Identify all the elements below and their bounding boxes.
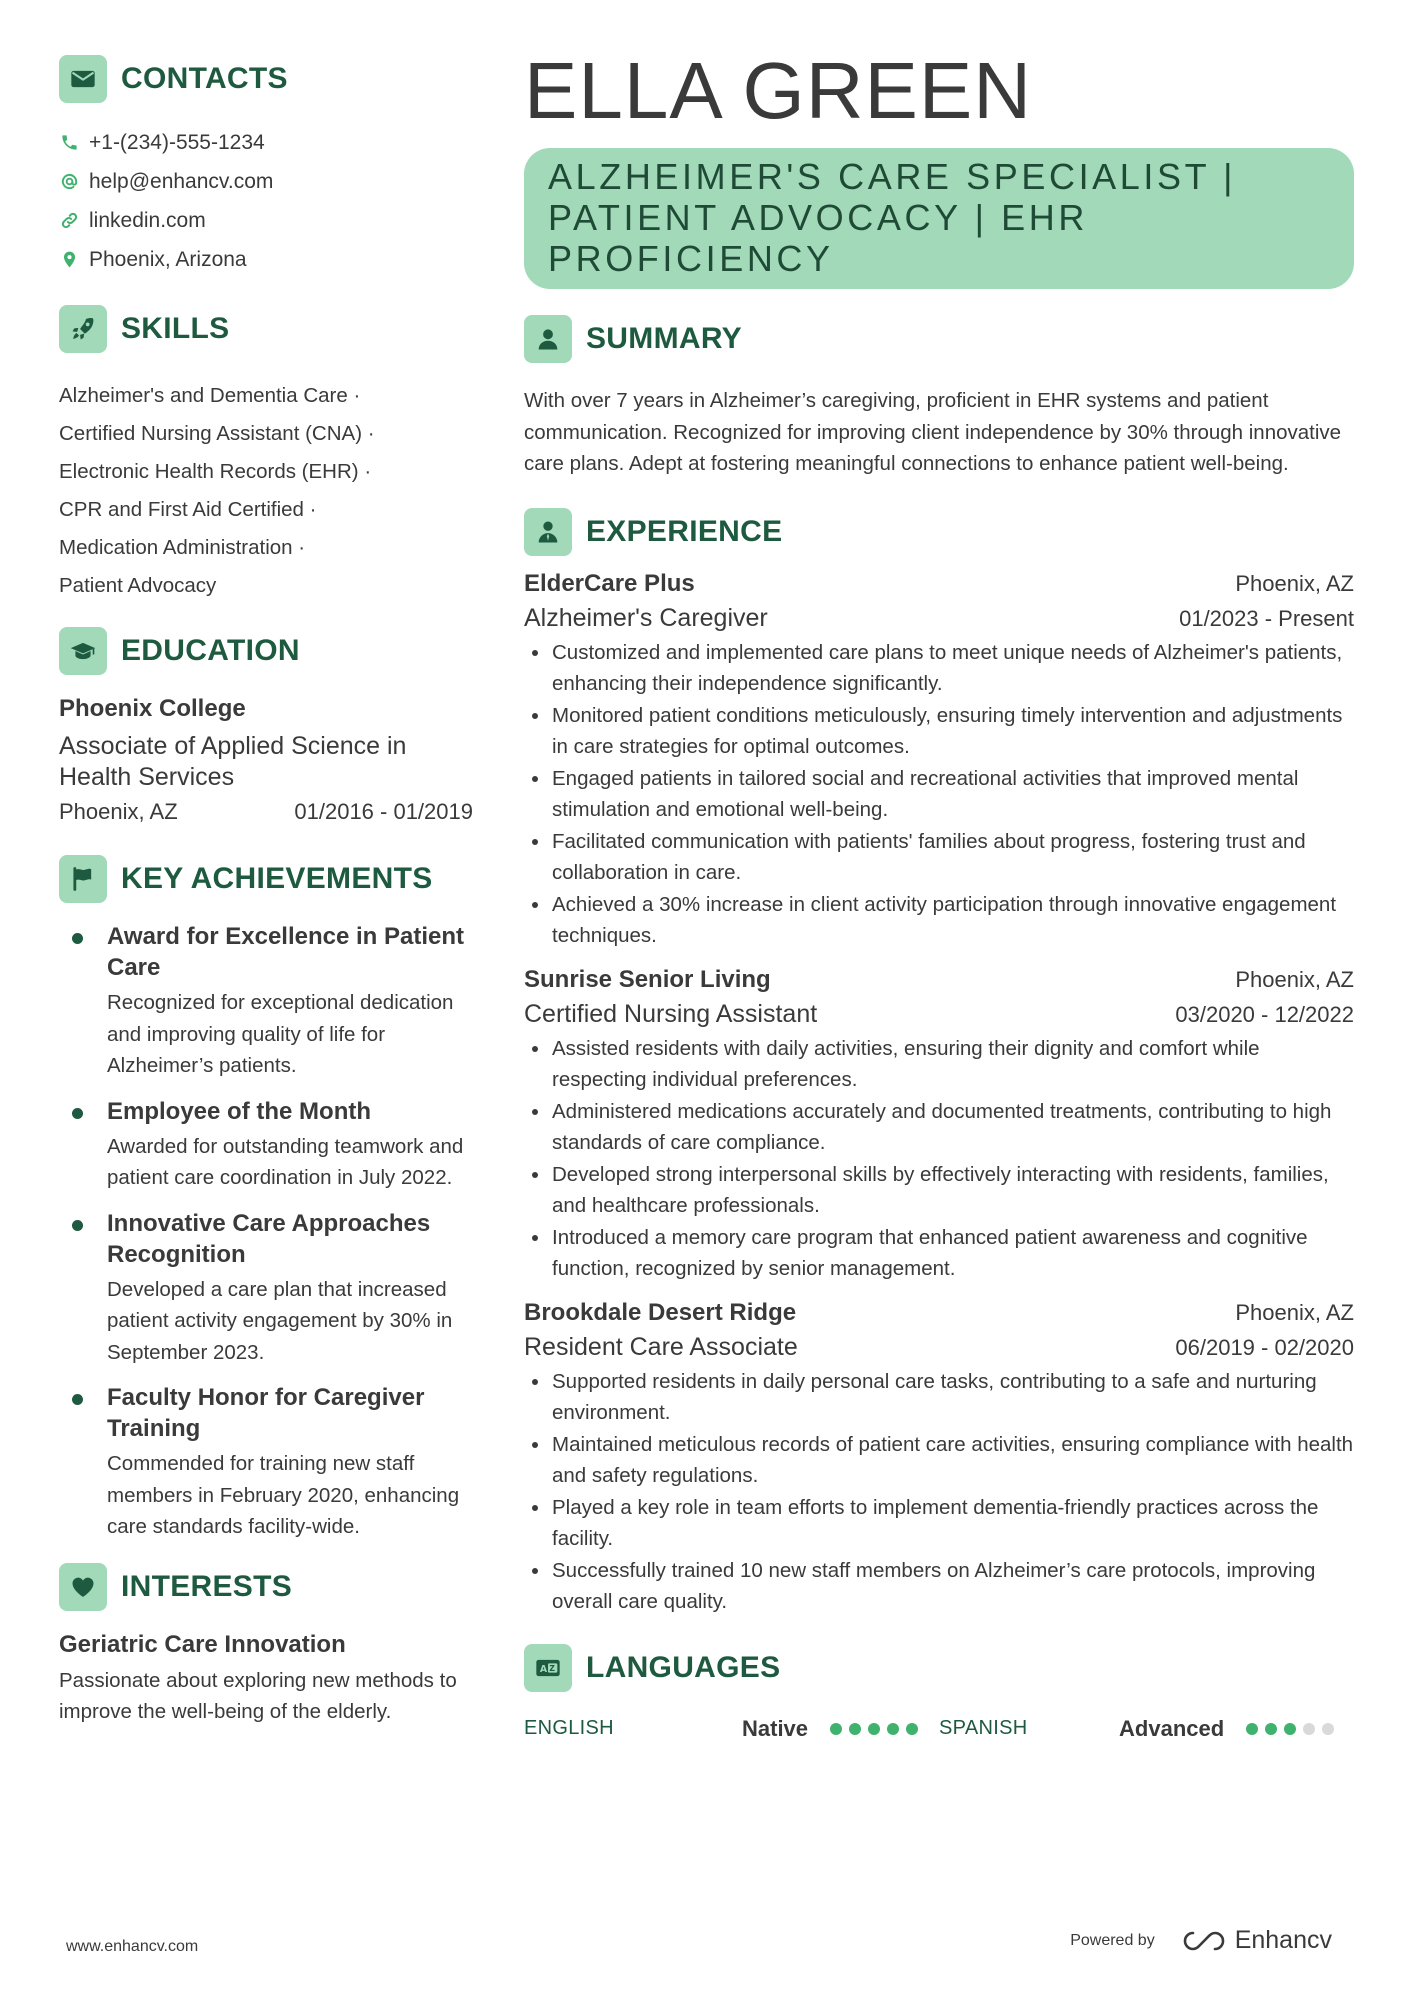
job-bullet: Administered medications accurately and documented treatments, contributing to high standards of care compliance. [524,1096,1354,1159]
achievement-title: Innovative Care Approaches Recognition [107,1209,431,1268]
job-bullet: Achieved a 30% increase in client activity participation through innovative engagement techniques. [524,889,1354,952]
linkedin-text: linkedin.com [89,208,206,232]
rocket-icon [59,305,107,353]
interest-desc: Passionate about exploring new methods to improve the well-being of the elderly. [59,1668,457,1723]
achievement-title: Employee of the Month [107,1097,371,1125]
interest-title: Geriatric Care Innovation [59,1630,346,1658]
candidate-name: ELLA GREEN [524,46,1033,135]
contacts-title: CONTACTS [121,62,288,95]
skill-item: Patient Advocacy [59,574,217,597]
skill-item: Certified Nursing Assistant (CNA) · [59,422,375,445]
education-title: EDUCATION [121,634,300,667]
job-bullet: Developed strong interpersonal skills by effectively interacting with residents, families, and healthcare professionals. [524,1159,1354,1222]
achievement-title: Award for Excellence in Patient Care [107,923,465,981]
right-column [524,46,1354,1742]
svg-text:A: A [539,1663,548,1675]
rating-dot-filled [830,1723,842,1735]
phone-text: +1-(234)-555-1234 [89,130,265,154]
rating-dot-filled [1246,1723,1258,1735]
interests-title: INTERESTS [121,1569,293,1603]
job-bullet: Monitored patient conditions meticulously, ensuring timely intervention and adjustments in care strategies for optimal outcomes. [524,700,1354,763]
job-entry [524,570,1354,952]
experience-header [524,508,1354,556]
user-icon [524,315,572,363]
job-bullets [524,1033,1354,1285]
job-bullet: Customized and implemented care plans to meet unique needs of Alzheimer's patients, enhancing their independence significantly. [524,637,1354,700]
skill-item: Alzheimer's and Dementia Care · [59,384,361,407]
job-bullet: Successfully trained 10 new staff members on Alzheimer’s care protocols, improving overall care quality. [524,1555,1354,1618]
job-bullet: Assisted residents with daily activities, ensuring their dignity and comfort while respecting individual preferences. [524,1033,1354,1096]
languages-row [524,1716,1354,1742]
education-degree: Associate of Applied Science in Health Services [59,732,407,791]
achievement-item [59,1208,479,1369]
job-location: Phoenix, AZ [1235,570,1354,596]
at-icon [59,172,79,192]
rating-dot-filled [1265,1723,1277,1735]
job-company: ElderCare Plus [524,569,695,597]
job-bullet: Introduced a memory care program that enhanced patient awareness and cognitive function, recognized by senior management. [524,1222,1354,1285]
education-header [59,627,479,675]
translate-icon [524,1644,572,1692]
rating-dot-empty [1322,1723,1334,1735]
briefcase-user-icon [524,508,572,556]
brand-name: Enhancv [1234,1926,1332,1954]
footer-website[interactable]: www.enhancv.com [66,1938,199,1955]
phone-icon [59,133,79,153]
rating-dot-empty [1303,1723,1315,1735]
achievement-desc: Developed a care plan that increased patient activity engagement by 30% in September 2023. [107,1277,453,1364]
headline-banner [524,148,1354,289]
language-rating [830,1723,925,1735]
achievements-title: KEY ACHIEVEMENTS [121,862,433,895]
language-rating [1246,1723,1341,1735]
language-name: SPANISH [939,1717,1028,1739]
job-bullet: Supported residents in daily personal care tasks, contributing to a safe and nurturing environment. [524,1366,1354,1429]
summary-header [524,315,1354,363]
achievements-list [59,921,479,1543]
job-dates: 03/2020 - 12/2022 [1175,1001,1354,1027]
footer-branding [1070,1926,1332,1955]
skills-title: SKILLS [121,312,230,345]
language-name: ENGLISH [524,1717,614,1739]
bullet-dot [72,1108,83,1119]
svg-text:Z: Z [549,1663,555,1673]
achievement-desc: Recognized for exceptional dedication and improving quality of life for Alzheimer’s patients. [107,991,454,1077]
language-level: Advanced [1119,1715,1225,1741]
graduation-cap-icon [59,627,107,675]
contact-list [59,123,479,279]
link-icon [59,211,79,231]
job-bullet: Played a key role in team efforts to implement dementia-friendly practices across the facility. [524,1492,1354,1555]
achievement-item [59,921,479,1082]
education-dates: 01/2016 - 01/2019 [294,799,473,824]
achievement-title: Faculty Honor for Caregiver Training [107,1384,425,1442]
languages-title: LANGUAGES [586,1650,781,1684]
experience-title: EXPERIENCE [586,514,783,548]
job-role: Alzheimer's Caregiver [524,603,768,632]
headline-line-1: ALZHEIMER'S CARE SPECIALIST | [548,156,1237,197]
language-level: Native [742,1715,809,1741]
job-bullets [524,637,1354,952]
bullet-dot [72,1394,83,1405]
flag-icon [59,855,107,903]
education-location: Phoenix, AZ [59,799,178,824]
rating-dot-filled [906,1723,918,1735]
achievement-item [59,1382,479,1543]
envelope-icon [59,55,107,103]
skills-list [59,377,479,605]
job-company: Brookdale Desert Ridge [524,1298,797,1326]
summary-title: SUMMARY [586,322,742,355]
rating-dot-filled [1284,1723,1296,1735]
job-bullet: Facilitated communication with patients' families about progress, fostering trust and collaboration in care. [524,826,1354,889]
bullet-dot [72,933,83,944]
achievements-header [59,855,479,903]
skill-item: Electronic Health Records (EHR) · [59,460,372,483]
contact-linkedin[interactable] [59,201,479,240]
achievement-desc: Awarded for outstanding teamwork and patient care coordination in July 2022. [107,1134,464,1189]
job-dates: 01/2023 - Present [1179,605,1354,631]
contact-location [59,240,479,279]
job-role: Certified Nursing Assistant [524,999,818,1028]
rating-dot-filled [849,1723,861,1735]
job-location: Phoenix, AZ [1235,1299,1354,1325]
job-bullet: Maintained meticulous records of patient care activities, ensuring compliance with health and safety regulations. [524,1429,1354,1492]
rating-dot-filled [887,1723,899,1735]
email-text: help@enhancv.com [89,169,274,193]
contact-email[interactable] [59,162,479,201]
job-location: Phoenix, AZ [1235,966,1354,992]
location-text: Phoenix, Arizona [89,247,247,271]
headline-line-2: PATIENT ADVOCACY | EHR PROFICIENCY [548,197,1088,279]
left-column [59,55,479,1728]
languages-header [524,1644,1354,1692]
interests-header [59,1563,479,1611]
heart-icon [59,1563,107,1611]
skill-item: Medication Administration · [59,536,306,559]
bullet-dot [72,1220,83,1231]
job-dates: 06/2019 - 02/2020 [1175,1334,1354,1360]
education-school: Phoenix College [59,695,246,722]
job-bullet: Engaged patients in tailored social and recreational activities that improved mental stimulation and emotional well-being. [524,763,1354,826]
powered-by-text: Powered by [1070,1931,1155,1949]
enhancv-logo-icon [1181,1928,1227,1954]
achievement-item [59,1096,479,1194]
job-role: Resident Care Associate [524,1332,798,1361]
brand-logo[interactable] [1181,1926,1332,1955]
skill-item: CPR and First Aid Certified · [59,498,317,521]
job-entry [524,1299,1354,1618]
contact-phone[interactable] [59,123,479,162]
job-entry [524,966,1354,1285]
summary-text: With over 7 years in Alzheimer’s caregiving, proficient in EHR systems and patient communication. Recognized for improving client independence by 30% through innovative care plans. Adept at fostering meaningful connections to enhance patient well-being. [524,389,1342,475]
job-bullets [524,1366,1354,1618]
rating-dot-filled [868,1723,880,1735]
contacts-header [59,55,479,103]
map-pin-icon [59,250,79,270]
achievement-desc: Commended for training new staff members in February 2020, enhancing care standards facility-wide. [107,1452,460,1538]
job-company: Sunrise Senior Living [524,965,771,993]
skills-header [59,305,479,353]
education-meta [59,799,473,825]
